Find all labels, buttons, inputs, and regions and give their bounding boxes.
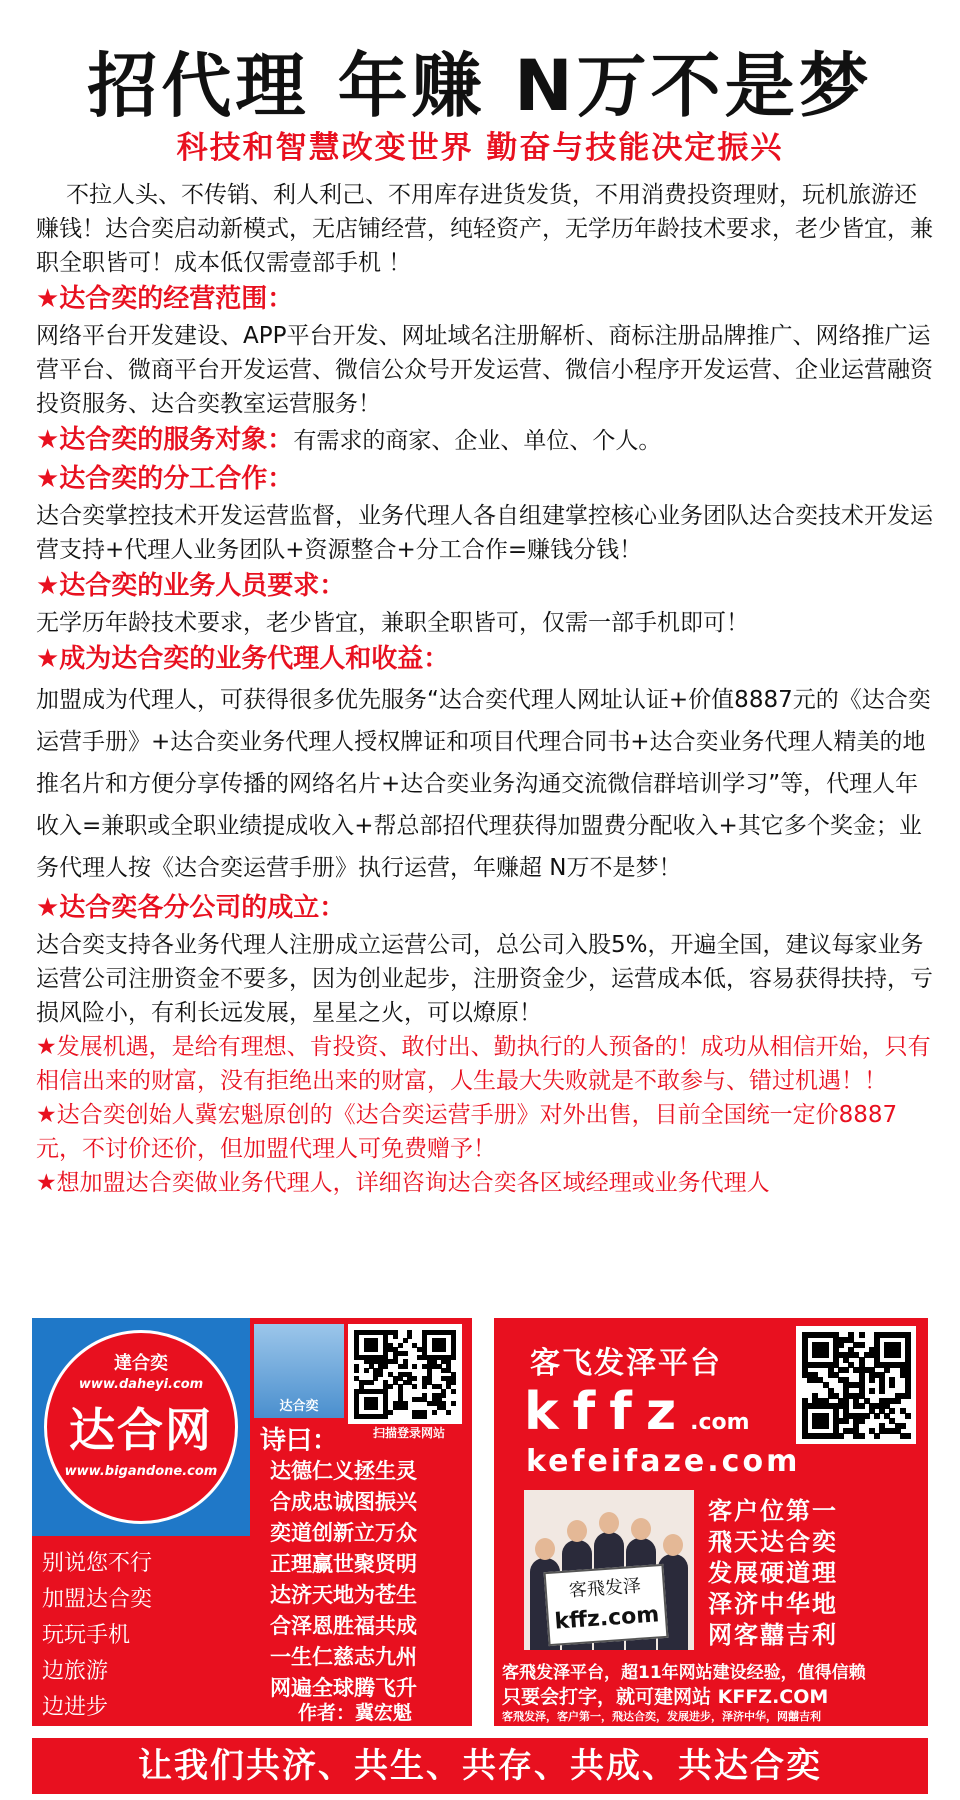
slogan-line: 边旅游	[42, 1659, 109, 1684]
logo-url-2: www.bigandone.com	[64, 1464, 218, 1479]
section-text-branches: 达合奕支持各业务代理人注册成立运营公司，总公司入股5%，开遍全国，建议每家业务运营公司注册资金不要多，因为创业起步，注册资金少，运营成本低，容易获得扶持，亏损风险小，有利长远发展，星星之火，可以燎原！	[36, 932, 933, 1026]
slogan-line: 玩玩手机	[42, 1623, 131, 1648]
section-heading-branches: ★达合奕各分公司的成立：	[36, 893, 346, 923]
page-title: 招代理 年赚 N万不是梦	[87, 45, 873, 127]
poem-line: 奕道创新立万众	[270, 1521, 417, 1545]
platform-site[interactable]: kefeifaze.com	[526, 1444, 801, 1479]
logo-circle	[44, 1330, 238, 1524]
section-heading-agent-income: ★成为达合奕的业务代理人和收益：	[36, 644, 450, 674]
logo-box	[32, 1318, 250, 1536]
platform-poem-line: 飛天达合奕	[708, 1528, 838, 1556]
logo-name: 达合网	[69, 1403, 213, 1457]
qr-code-right[interactable]	[796, 1326, 916, 1444]
poem	[270, 1456, 417, 1704]
footer-banner: 让我们共济、共生、共存、共成、共达合奕	[32, 1738, 928, 1794]
poem-title: 诗曰：	[260, 1426, 339, 1456]
poem-line: 网遍全球腾飞升	[270, 1676, 417, 1700]
note-consult: ★想加盟达合奕做业务代理人，详细咨询达合奕各区域经理或业务代理人	[36, 1170, 770, 1196]
slogans	[42, 1546, 196, 1762]
section-heading-requirements: ★达合奕的业务人员要求：	[36, 571, 346, 601]
page-subtitle: 科技和智慧改变世界 勤奋与技能决定振兴	[176, 130, 784, 166]
section-heading-scope: ★达合奕的经营范围：	[36, 284, 294, 314]
slogan-line: 边进步	[42, 1695, 109, 1720]
section-text-cooperation: 达合奕掌控技术开发运营监督，业务代理人各自组建掌控核心业务团队达合奕技术开发运营支持+代理人业务团队+资源整合+分工合作=赚钱分钱！	[36, 503, 933, 563]
left-promo-panel	[32, 1318, 472, 1726]
poem-line: 正理赢世聚贤明	[270, 1552, 417, 1576]
poem-line: 合泽恩胜福共成	[270, 1614, 417, 1638]
note-manual: ★达合奕创始人冀宏魁原创的《达合奕运营手册》对外出售，目前全国统一定价8887元，不讨价还价，但加盟代理人可免费赠予！	[36, 1102, 898, 1162]
team-photo	[524, 1490, 694, 1650]
sign-top-text: 客飛发泽	[568, 1575, 642, 1602]
platform-claim: 客飛发泽平台，超11年网站建设经验，值得信赖	[502, 1663, 866, 1683]
team-sign	[544, 1564, 669, 1646]
platform-poem-line: 泽济中华地	[708, 1590, 838, 1618]
handshake-image	[254, 1324, 344, 1418]
section-heading-clients: ★达合奕的服务对象：有需求的商家、企业、单位、个人。	[36, 425, 662, 455]
section-text-scope: 网络平台开发建设、APP平台开发、网址域名注册解析、商标注册品牌推广、网络推广运营平台、微商平台开发运营、微信公众号开发运营、微信小程序开发运营、企业运营融资投资服务、达合奕教室运营服务！	[36, 323, 933, 417]
platform-brand: kffz.com	[524, 1382, 750, 1442]
poem-line: 达德仁义拯生灵	[270, 1459, 417, 1483]
platform-poem-line: 客户位第一	[708, 1497, 838, 1525]
logo-url-1: www.daheyi.com	[78, 1377, 204, 1392]
section-text-agent-income: 加盟成为代理人，可获得很多优先服务“达合奕代理人网址认证+价值8887元的《达合奕运营手册》+达合奕业务代理人授权牌证和项目代理合同书+达合奕业务代理人精美的地推名片和方便分享传播的网络名片+达合奕业务沟通交流微信群培训学习”等，代理人年收入=兼职或全职业绩提成收入+帮总部招代理获得加盟费分配收入+其它多个奖金；业务代理人按《达合奕运营手册》执行运营，年赚超 N万不是梦！	[36, 687, 931, 881]
platform-poem	[708, 1496, 838, 1651]
section-heading-cooperation: ★达合奕的分工合作：	[36, 464, 294, 494]
platform-poem-line: 网客囍吉利	[708, 1621, 838, 1649]
body-content	[36, 178, 936, 1200]
scan-hint: 扫描登录网站	[372, 1426, 445, 1440]
poem-author: 作者：冀宏魁	[298, 1702, 413, 1724]
sign-bottom-text: kffz.com	[553, 1602, 661, 1635]
note-opportunity: ★发展机遇，是给有理想、肯投资、敢付出、勤执行的人预备的！成功从相信开始，只有相信出来的财富，没有拒绝出来的财富，人生最大失败就是不敢参与、错过机遇！！	[36, 1034, 931, 1094]
slogan-line: 加盟达合奕	[42, 1587, 153, 1612]
qr-code-left[interactable]	[348, 1324, 462, 1424]
handshake-label: 达合奕	[279, 1399, 319, 1414]
intro-paragraph: 不拉人头、不传销、利人利己、不用库存进货发货，不用消费投资理财，玩机旅游还赚钱！达合奕启动新模式，无店铺经营，纯轻资产，无学历年龄技术要求，老少皆宜，兼职全职皆可！成本低仅需壹部手机 ！	[36, 182, 933, 276]
logo-top-text: 達合奕	[114, 1353, 168, 1374]
section-text-requirements: 无学历年龄技术要求，老少皆宜，兼职全职皆可，仅需一部手机即可！	[36, 610, 749, 636]
right-promo-panel	[494, 1318, 928, 1726]
platform-motto: 客飛发泽，客户第一，飛达合奕，发展进步，泽济中华，网囍吉利	[502, 1710, 821, 1723]
platform-cta: 只要会打字，就可建网站 KFFZ.COM	[502, 1686, 829, 1708]
poem-line: 一生仁慈志九州	[270, 1645, 417, 1669]
poem-line: 合成忠诚图振兴	[270, 1490, 417, 1514]
platform-poem-line: 发展硬道理	[708, 1559, 838, 1587]
platform-title: 客飞发泽平台	[530, 1346, 722, 1381]
poem-line: 达济天地为苍生	[270, 1583, 417, 1607]
slogan-line: 别说您不行	[42, 1551, 153, 1576]
